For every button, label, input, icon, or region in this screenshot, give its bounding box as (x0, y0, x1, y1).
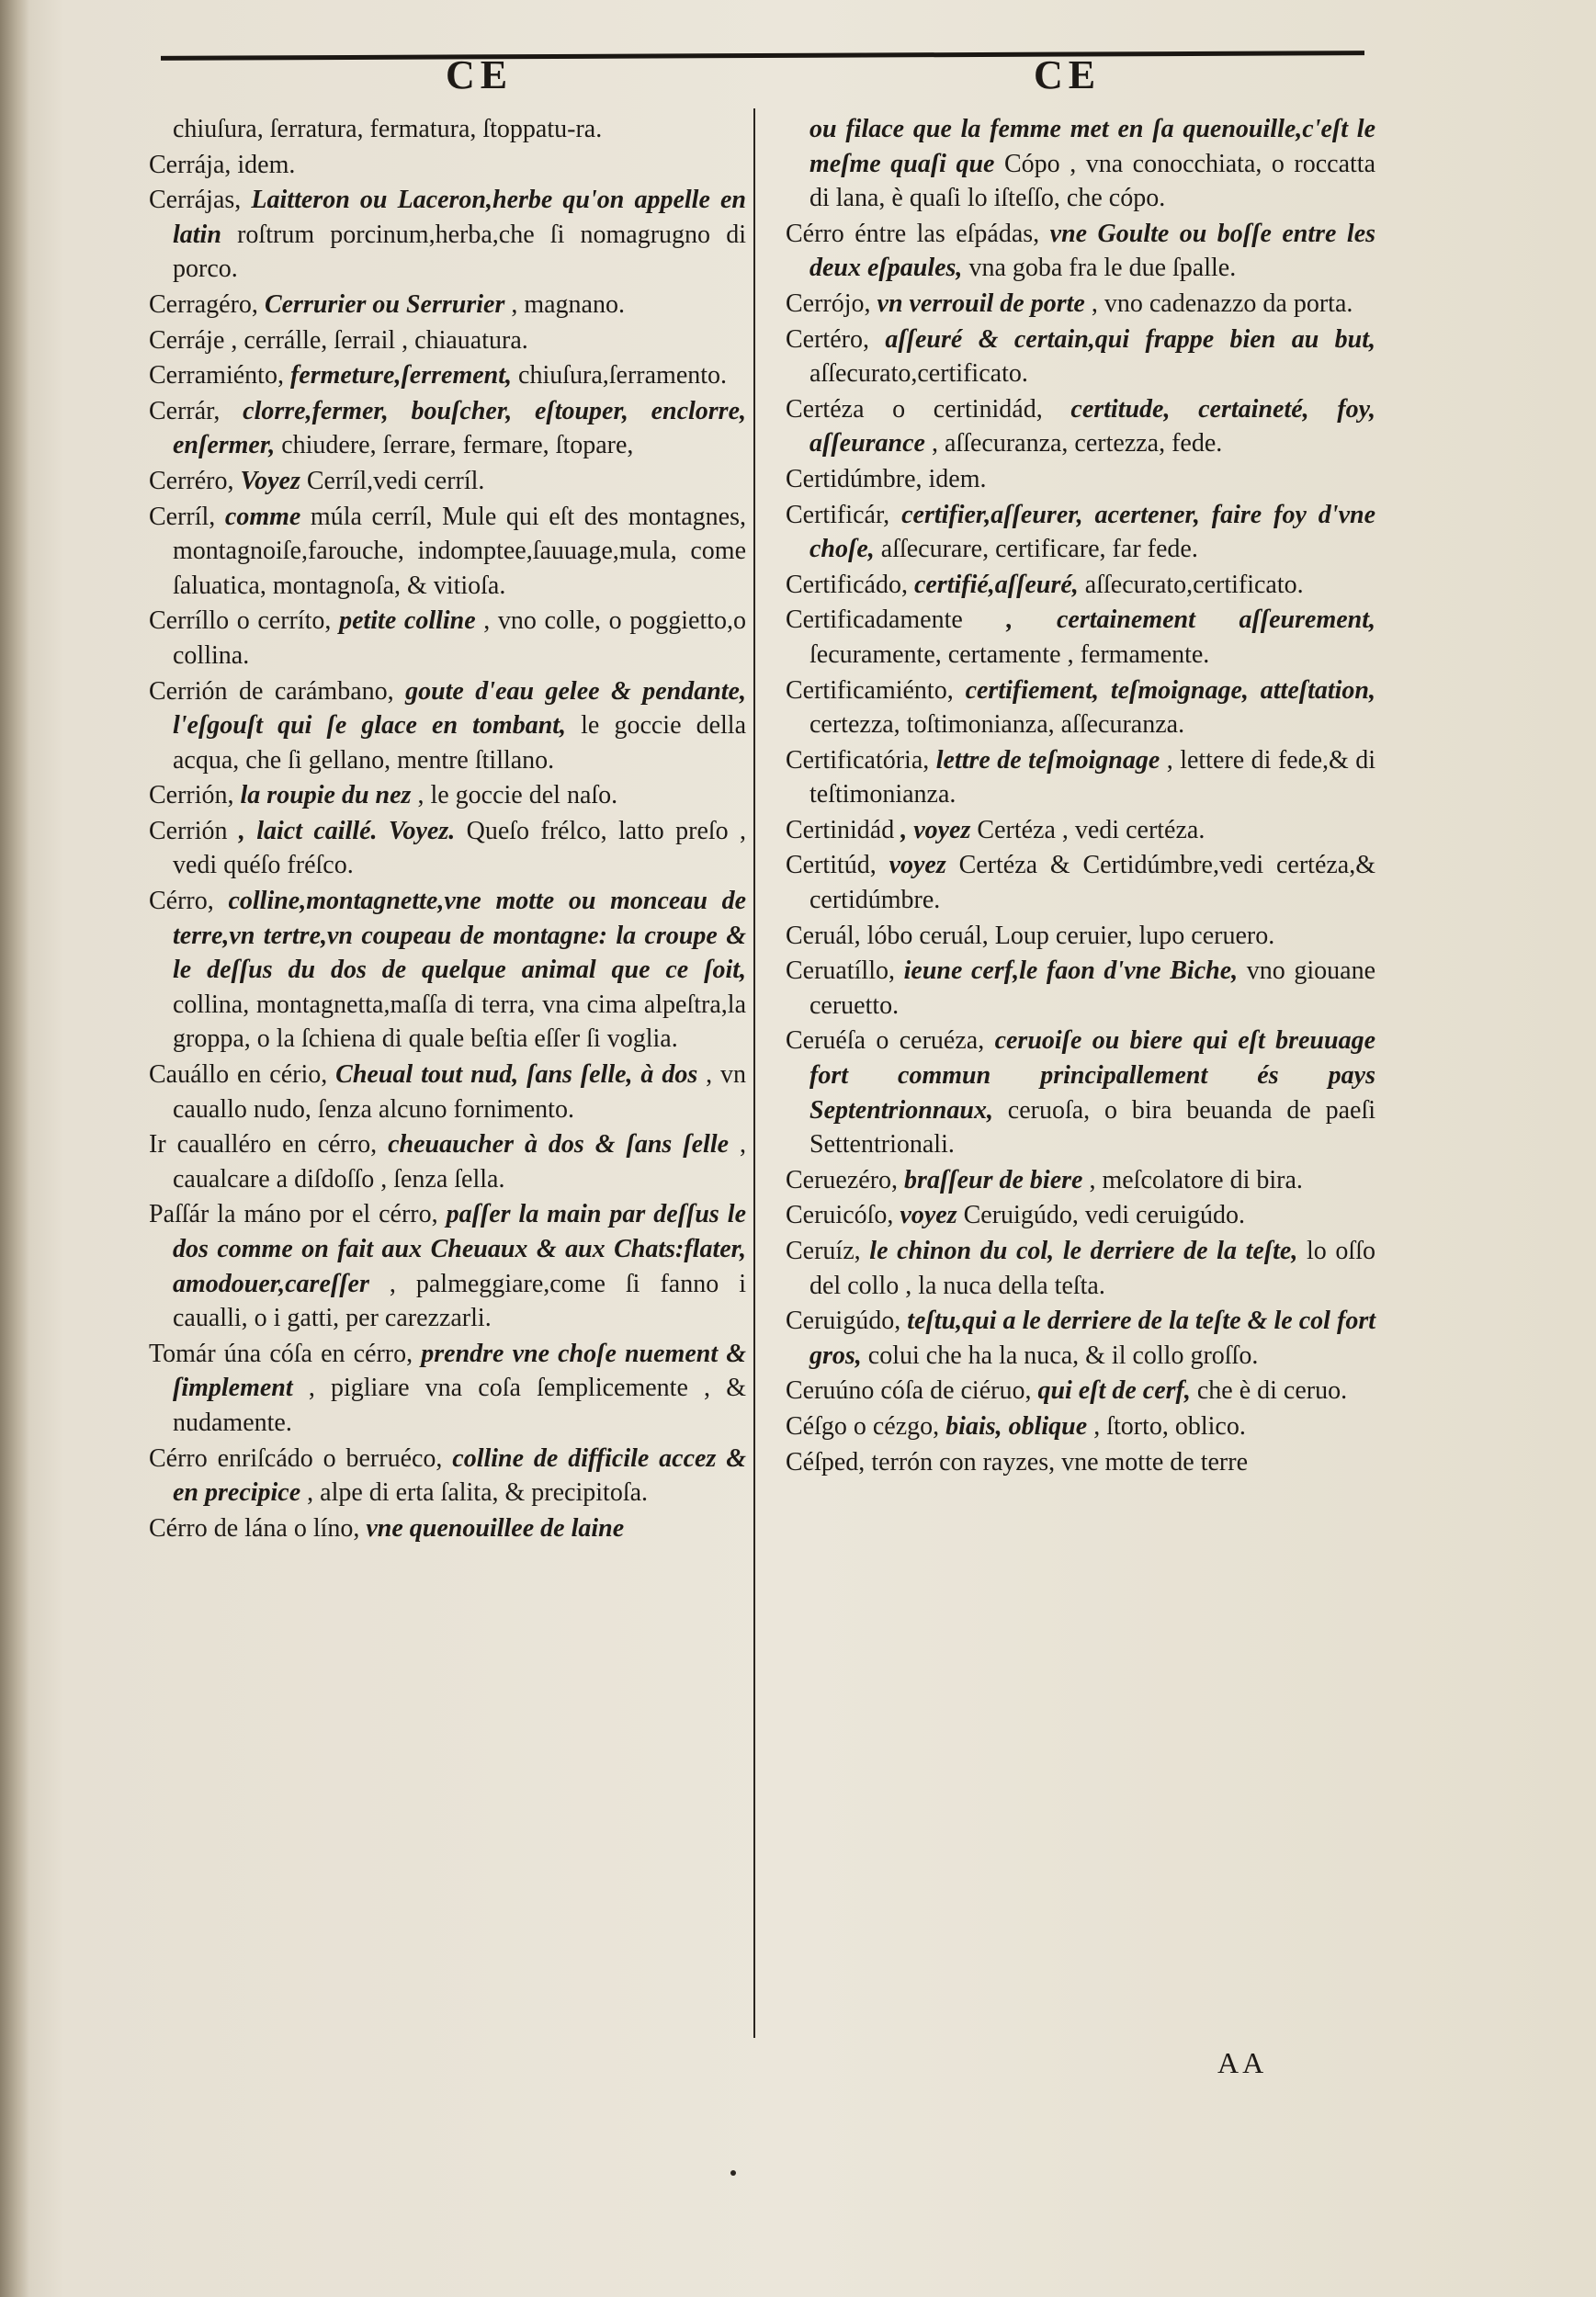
entry-french-gloss: , voyez (900, 815, 971, 844)
entry-headword: Paſſár la máno por el cérro, (149, 1200, 438, 1229)
entry-french-gloss: ceruoiſe ou biere qui eſt breuuage fort commun principallement és pays Septentrionnaux, (809, 1026, 1375, 1125)
entry-french-gloss: paſſer la main par deſſus le dos comme on fait aux Cheuaux & aux Chats:flater, amodouer,careſſer (173, 1200, 747, 1298)
entry-headword: Certidúmbre, (786, 464, 923, 493)
entry-french-gloss: braſſeur de biere (904, 1165, 1083, 1194)
entry-translation: collina, montagnetta,maſſa di terra, vna cima alpeſtra,la groppa, o la ſchiena di quale beſtia eſſer ſi voglia. (173, 990, 746, 1054)
dictionary-entry (786, 1234, 1375, 1303)
entry-headword: Cerrája, (149, 150, 232, 179)
ink-dot (730, 2170, 736, 2176)
entry-headword: Cerráje (149, 325, 225, 355)
entry-french-gloss: colline,montagnette,vne motte ou monceau de terre,vn tertre,vn coupeau de montagne: la croupe & le deſſus du dos de quelque animal que ce ſoit, (173, 887, 747, 985)
dictionary-entry (786, 743, 1375, 812)
dictionary-entry (149, 183, 746, 287)
entry-headword: Certificádo, (786, 570, 908, 599)
entry-translation: chiuſura,ſerramento. (518, 361, 728, 390)
entry-translation: vna goba fra le due ſpalle. (968, 254, 1237, 283)
entry-french-gloss: ou filace que la femme met en ſa quenouille,c'eſt le meſme quaſi que (809, 115, 1375, 178)
entry-headword: Cérro éntre las eſpádas, (786, 219, 1040, 248)
entry-translation: , pigliare vna coſa ſemplicemente , & nudamente. (173, 1374, 746, 1437)
entry-headword: Cerríllo o cerríto, (149, 606, 332, 636)
entry-translation: idem. (237, 150, 296, 179)
entry-french-gloss: goute d'eau gelee & pendante, l'eſgouſt qui ſe glace en tombant, (173, 676, 746, 741)
entry-french-gloss: certifiement, teſmoignage, atteſtation, (965, 675, 1375, 705)
dictionary-entry (149, 814, 746, 883)
dictionary-entry (786, 919, 1375, 954)
dictionary-entry (149, 604, 746, 673)
entry-french-gloss: , laict caillé. Voyez. (238, 816, 456, 845)
dictionary-entry (786, 1024, 1375, 1161)
dictionary-entry (149, 323, 746, 358)
entry-french-gloss: voyez (889, 851, 946, 880)
running-head-left: CE (446, 52, 514, 97)
entry-headword: Cerragéro, (149, 289, 258, 319)
entry-french-gloss: fermeture,ſerrement, (289, 361, 513, 390)
dictionary-entry (149, 394, 746, 463)
entry-headword: Certitúd, (786, 851, 877, 880)
entry-french-gloss: certitude, certaineté, foy, aſſeurance (809, 394, 1376, 458)
dictionary-entry (786, 603, 1375, 672)
entry-translation: certezza, toſtimonianza, aſſecuranza. (809, 710, 1185, 740)
dictionary-entry (149, 674, 746, 778)
entry-headword: Cerrión de carámbano, (149, 676, 394, 706)
entry-french-gloss: colline de difficile accez & en precipice (173, 1443, 746, 1508)
dictionary-entry (786, 813, 1375, 848)
dictionary-entry (786, 1374, 1375, 1409)
dictionary-entry (786, 673, 1375, 742)
entry-french-gloss: Cheual tout nud, ſans ſelle, à dos (335, 1060, 698, 1090)
entry-translation: , lettere di fede,& di teſtimonianza. (809, 745, 1376, 809)
entry-french-gloss: prendre vne choſe nuement & ſimplement (173, 1339, 747, 1403)
dictionary-entry (149, 884, 746, 1057)
catchword: AA (1217, 2046, 1268, 2079)
entry-translation: Ceruigúdo, vedi ceruigúdo. (963, 1201, 1245, 1230)
entry-headword: Certificadamente (786, 605, 963, 635)
entry-translation: , alpe di erta ſalita, & precipitoſa. (307, 1478, 649, 1508)
dictionary-entry (149, 464, 746, 499)
dictionary-entry (786, 1304, 1375, 1373)
entry-translation: , magnano. (511, 289, 625, 319)
dictionary-entry (149, 288, 746, 322)
entry-headword: Cerrójo, (786, 289, 871, 318)
entry-headword: Cauállo en cério, (149, 1060, 328, 1090)
entry-translation: vno giouane ceruetto. (809, 956, 1376, 1020)
entry-french-gloss: cheuaucher à dos & ſans ſelle (388, 1130, 730, 1160)
entry-headword: Ceruéſa o ceruéza, (786, 1026, 985, 1056)
right-column (786, 112, 1375, 1480)
entry-french-gloss: vne quenouillee de laine (366, 1513, 625, 1543)
entry-translation: , aſſecuranza, certezza, fede. (931, 429, 1223, 458)
entry-headword: Cerramiénto, (149, 361, 284, 390)
entry-headword: Cérro de lána o líno, (149, 1513, 360, 1543)
dictionary-entry (149, 1511, 746, 1546)
entry-french-gloss: Cerrurier ou Serrurier (264, 289, 505, 319)
entry-french-gloss: qui eſt de cerf, (1037, 1376, 1191, 1406)
entry-french-gloss: Laitteron ou Laceron,herbe qu'on appelle en latin (173, 186, 747, 249)
entry-headword: Ceruigúdo, (786, 1307, 901, 1336)
entry-translation: le goccie della acqua, che ſi gellano, mentre ſtillano. (173, 711, 747, 775)
entry-translation: roſtrum porcinum,herba,che ſi nomagrugno di porco. (173, 220, 747, 284)
entry-translation: , vno cadenazzo da porta. (1091, 289, 1353, 318)
entry-translation: , vno colle, o poggietto,o collina. (173, 606, 747, 670)
entry-translation: , cerrálle, ſerrail , chiauatura. (231, 325, 528, 355)
dictionary-entry (149, 1058, 746, 1126)
dictionary-entry (786, 217, 1375, 286)
dictionary-entry (786, 954, 1375, 1023)
dictionary-entry (149, 1442, 746, 1511)
dictionary-entry (786, 1409, 1375, 1444)
header-rule (161, 51, 1364, 61)
entry-headword: Ceruatíllo, (786, 956, 895, 986)
dictionary-entry (149, 148, 746, 183)
entry-headword: Cerrión (149, 816, 228, 845)
entry-french-gloss: teſtu,qui a le derriere de la teſte & le col fort gros, (809, 1307, 1375, 1370)
dictionary-entry (149, 1337, 746, 1441)
entry-headword: Ceruicóſo, (786, 1201, 894, 1230)
dictionary-entry (786, 287, 1375, 322)
entry-headword: Ceruál, (786, 921, 861, 950)
dictionary-entry (149, 778, 746, 813)
entry-headword: Cerrión, (149, 781, 234, 810)
entry-translation: Cerríl,vedi cerríl. (306, 466, 485, 495)
entry-translation: lóbo ceruál, Loup ceruier, lupo ceruero. (866, 921, 1275, 950)
entry-headword: Certéro, (786, 324, 869, 354)
dictionary-entry (786, 1163, 1375, 1198)
entry-french-gloss: la roupie du nez (240, 781, 412, 810)
entry-translation: , caualcare a diſdoſſo , ſenza ſella. (173, 1130, 747, 1194)
entry-headword: Certéza o certinidád, (786, 394, 1043, 424)
entry-headword: Céſgo o cézgo, (786, 1411, 940, 1441)
entry-translation: colui che ha la nuca, & il collo groſſo. (867, 1341, 1259, 1370)
entry-headword: Ceruezéro, (786, 1165, 899, 1194)
entry-french-gloss: Voyez (240, 466, 300, 495)
entry-french-gloss: certifié,aſſeuré, (913, 570, 1079, 599)
dictionary-entry (786, 1445, 1375, 1480)
dictionary-entry (786, 568, 1375, 603)
entry-french-gloss: vne Goulte ou boſſe entre les deux eſpaules, (809, 219, 1376, 283)
entry-translation: terrón con rayzes, vne motte de terre (871, 1447, 1249, 1477)
entry-translation: aſſecurare, certificare, far fede. (880, 535, 1198, 564)
running-head-right: CE (1034, 52, 1102, 97)
entry-translation: , le goccie del naſo. (417, 781, 618, 810)
entry-translation: lo oſſo del collo , la nuca della teſta. (809, 1237, 1375, 1300)
entry-headword: Cerrár, (149, 396, 221, 425)
entry-translation: Cópo , vna conocchiata, o roccatta di lana, è quaſi lo iſteſſo, che cópo. (809, 149, 1376, 213)
entry-translation: , palmeggiare,come ſi fanno i caualli, o i gatti, per carezzarli. (173, 1269, 746, 1333)
entry-headword: Cerréro, (149, 466, 234, 495)
dictionary-entry (786, 1198, 1375, 1233)
entry-translation: Queſo frélco, latto preſo , vedi quéſo fréſco. (173, 816, 747, 880)
entry-headword: Certificatória, (786, 745, 930, 775)
entry-headword: Ceruúno cóſa de ciéruo, (786, 1376, 1032, 1406)
dictionary-entry (786, 848, 1375, 917)
dictionary-entry (786, 462, 1375, 497)
entry-headword: Céſped, (786, 1447, 866, 1477)
entry-translation: aſſecurato,certificato. (1084, 570, 1304, 599)
entry-headword: Ir caualléro en cérro, (149, 1130, 378, 1160)
entry-headword: Ceruíz, (786, 1237, 861, 1265)
page-binding-shadow (0, 0, 29, 2297)
entry-french-gloss: biais, oblique (945, 1411, 1088, 1441)
entry-translation: chiudere, ſerrare, fermare, ſtopare, (281, 431, 634, 460)
entry-translation: , ſtorto, oblico. (1093, 1411, 1246, 1441)
dictionary-entry (149, 500, 746, 604)
entry-translation: chiuſura, ſerratura, fermatura, ſtoppatu-ra. (173, 115, 603, 143)
entry-headword: Certificár, (786, 500, 890, 529)
dictionary-entry (149, 1127, 746, 1196)
dictionary-entry (149, 112, 746, 147)
entry-french-gloss: petite colline (339, 606, 476, 636)
dictionary-entry (149, 1197, 746, 1335)
entry-french-gloss: , certainement aſſeurement, (1006, 605, 1376, 635)
entry-french-gloss: comme (224, 502, 301, 531)
entry-translation: che è di ceruo. (1196, 1376, 1348, 1406)
entry-french-gloss: aſſeuré & certain,qui frappe bien au but, (885, 324, 1376, 354)
entry-french-gloss: ieune cerf,le faon d'vne Biche, (903, 956, 1239, 986)
dictionary-entry (149, 358, 746, 393)
dictionary-entry (786, 112, 1375, 216)
entry-translation: , vn cauallo nudo, ſenza alcuno fornimento. (173, 1060, 747, 1124)
entry-translation: Certéza , vedi certéza. (977, 815, 1205, 844)
entry-french-gloss: clorre,fermer, bouſcher, eſtouper, enclorre, enſermer, (173, 396, 746, 460)
entry-translation: ceruoſa, o bira beuanda de paeſi Settentrionali. (809, 1095, 1376, 1160)
entry-headword: Certinidád (786, 815, 895, 844)
entry-french-gloss: voyez (900, 1201, 957, 1230)
entry-translation: ſecuramente, certamente , fermamente. (809, 639, 1210, 669)
entry-translation: idem. (928, 464, 987, 493)
column-divider (753, 108, 755, 2038)
entry-french-gloss: le chinon du col, le derriere de la teſte, (869, 1237, 1298, 1265)
dictionary-entry (786, 322, 1375, 391)
entry-headword: Cérro enriſcádo o berruéco, (149, 1443, 443, 1473)
entry-headword: Cérro, (149, 887, 214, 916)
entry-translation: Certéza & Certidúmbre,vedi certéza,& certidúmbre. (809, 851, 1376, 915)
entry-french-gloss: certifier,aſſeurer, acertener, faire foy d'vne choſe, (809, 500, 1376, 564)
left-column (149, 112, 746, 1546)
entry-headword: Cerrájas, (149, 186, 242, 215)
entry-french-gloss: vn verrouil de porte (877, 289, 1085, 318)
entry-headword: Tomár úna cóſa en cérro, (149, 1339, 413, 1368)
entry-translation: aſſecurato,certificato. (809, 359, 1028, 389)
entry-french-gloss: lettre de teſmoignage (935, 745, 1160, 775)
entry-translation: múla cerríl, Mule qui eſt des montagnes, montagnoiſe,farouche, indomptee,ſauuage,mula, come ſaluatica, montagnoſa, & vitioſa. (173, 502, 747, 600)
entry-translation: , meſcolatore di bira. (1089, 1165, 1303, 1194)
entry-headword: Certificamiénto, (786, 675, 954, 705)
dictionary-entry (786, 392, 1375, 461)
dictionary-entry (786, 498, 1375, 567)
entry-headword: Cerríl, (149, 502, 216, 531)
